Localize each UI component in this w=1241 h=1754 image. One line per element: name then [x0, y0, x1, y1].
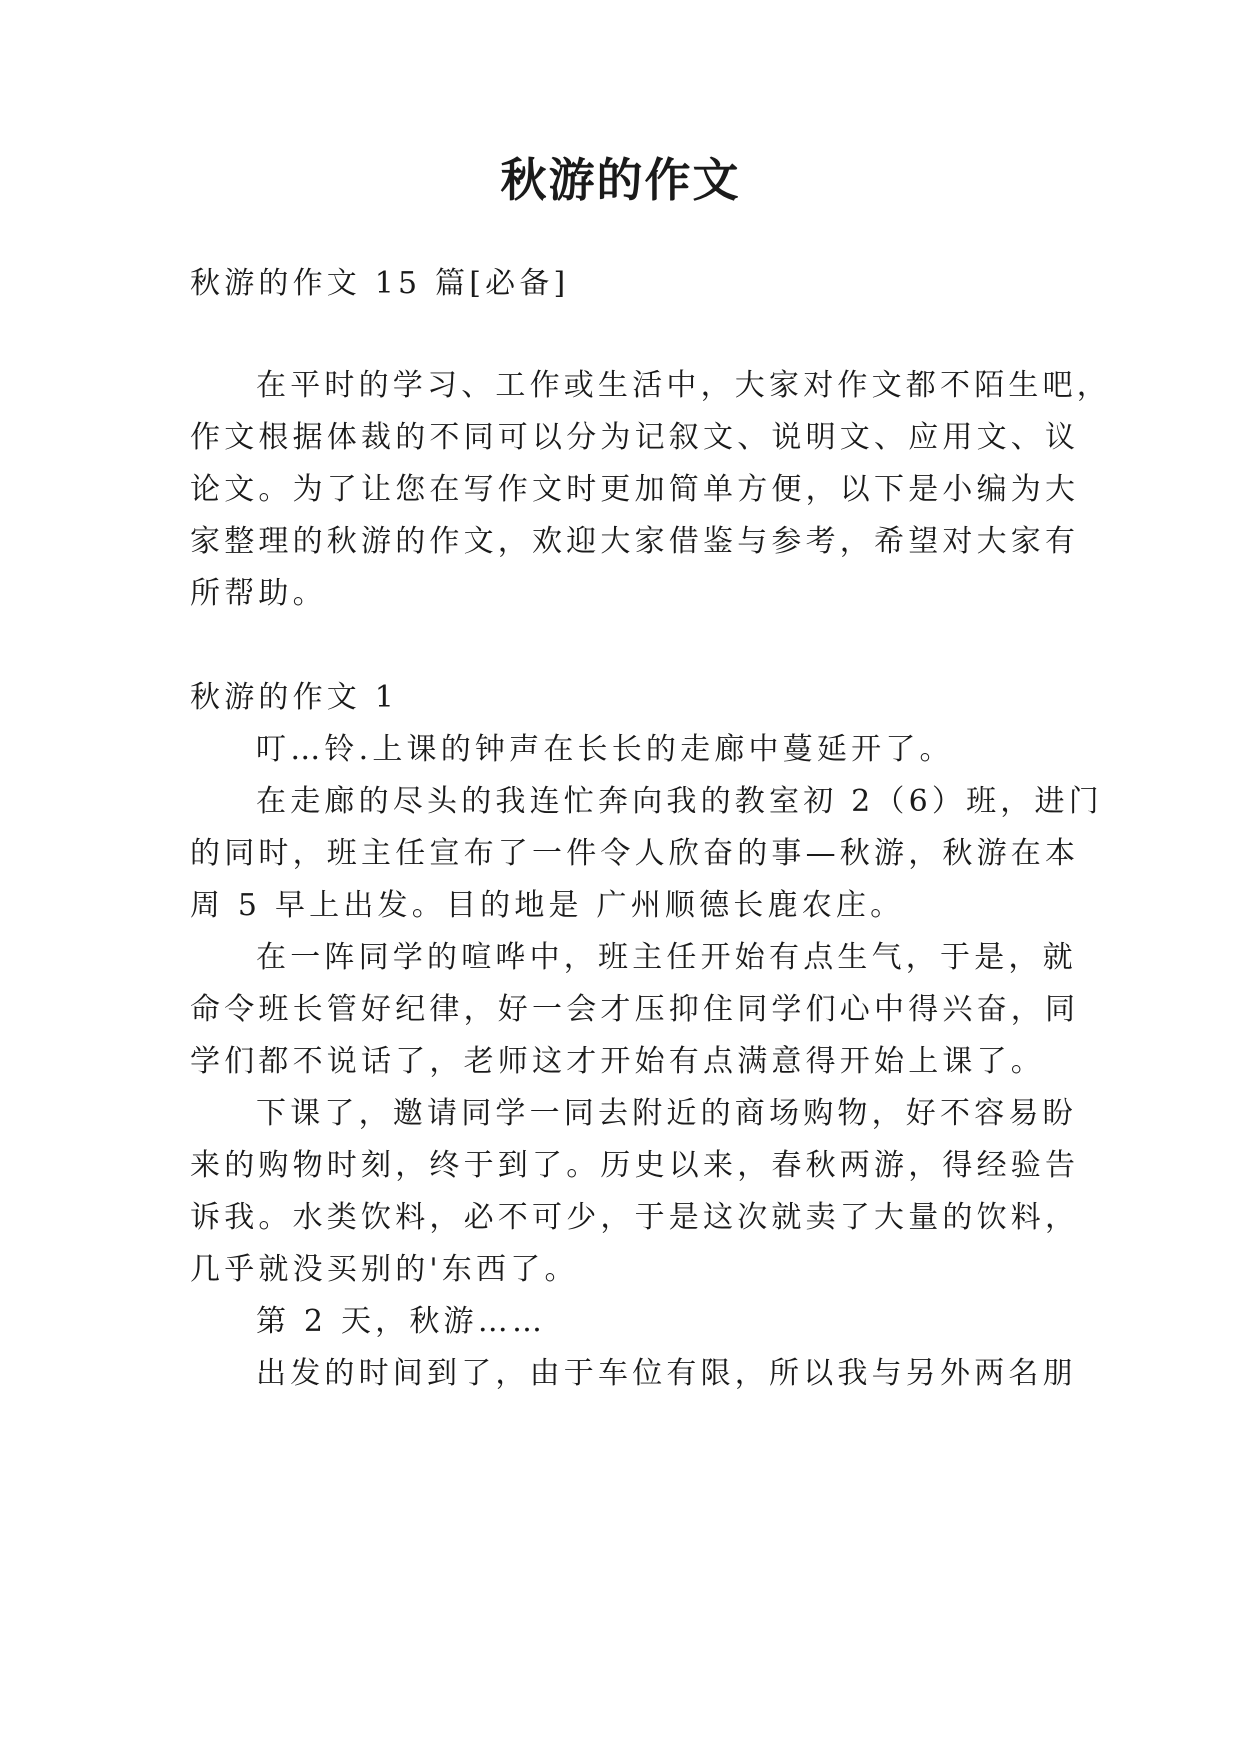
document-title: 秋游的作文 [500, 153, 741, 207]
body-line: 在走廊的尽头的我连忙奔向我的教室初 2（6）班，进门 [256, 784, 1103, 819]
intro-line: 家整理的秋游的作文，欢迎大家借鉴与参考，希望对大家有 [190, 524, 1080, 559]
intro-line: 作文根据体裁的不同可以分为记叙文、说明文、应用文、议 [190, 420, 1080, 455]
subtitle: 秋游的作文 15 篇[必备] [190, 266, 570, 301]
body-line: 诉我。水类饮料，必不可少，于是这次就卖了大量的饮料， [190, 1200, 1080, 1235]
body-line: 学们都不说话了，老师这才开始有点满意得开始上课了。 [190, 1044, 1045, 1079]
intro-line: 论文。为了让您在写作文时更加简单方便，以下是小编为大 [190, 472, 1080, 507]
body-line: 命令班长管好纪律，好一会才压抑住同学们心中得兴奋，同 [190, 992, 1080, 1027]
body-line: 下课了，邀请同学一同去附近的商场购物，好不容易盼 [256, 1096, 1077, 1131]
body-line: 出发的时间到了，由于车位有限，所以我与另外两名朋 [256, 1356, 1077, 1391]
section-heading: 秋游的作文 1 [190, 680, 399, 715]
body-line: 第 2 天，秋游…… [256, 1304, 547, 1339]
intro-line: 在平时的学习、工作或生活中，大家对作文都不陌生吧， [256, 368, 1111, 403]
body-line: 的同时，班主任宣布了一件令人欣奋的事—秋游，秋游在本 [190, 836, 1080, 871]
body-line: 来的购物时刻，终于到了。历史以来，春秋两游，得经验告 [190, 1148, 1080, 1183]
body-line: 叮…铃.上课的钟声在长长的走廊中蔓延开了。 [256, 732, 954, 767]
intro-line: 所帮助。 [190, 576, 327, 611]
body-line: 几乎就没买别的'东西了。 [190, 1252, 579, 1287]
body-line: 周 5 早上出发。目的地是 广州顺德长鹿农庄。 [190, 888, 905, 923]
body-line: 在一阵同学的喧哗中，班主任开始有点生气，于是，就 [256, 940, 1077, 975]
